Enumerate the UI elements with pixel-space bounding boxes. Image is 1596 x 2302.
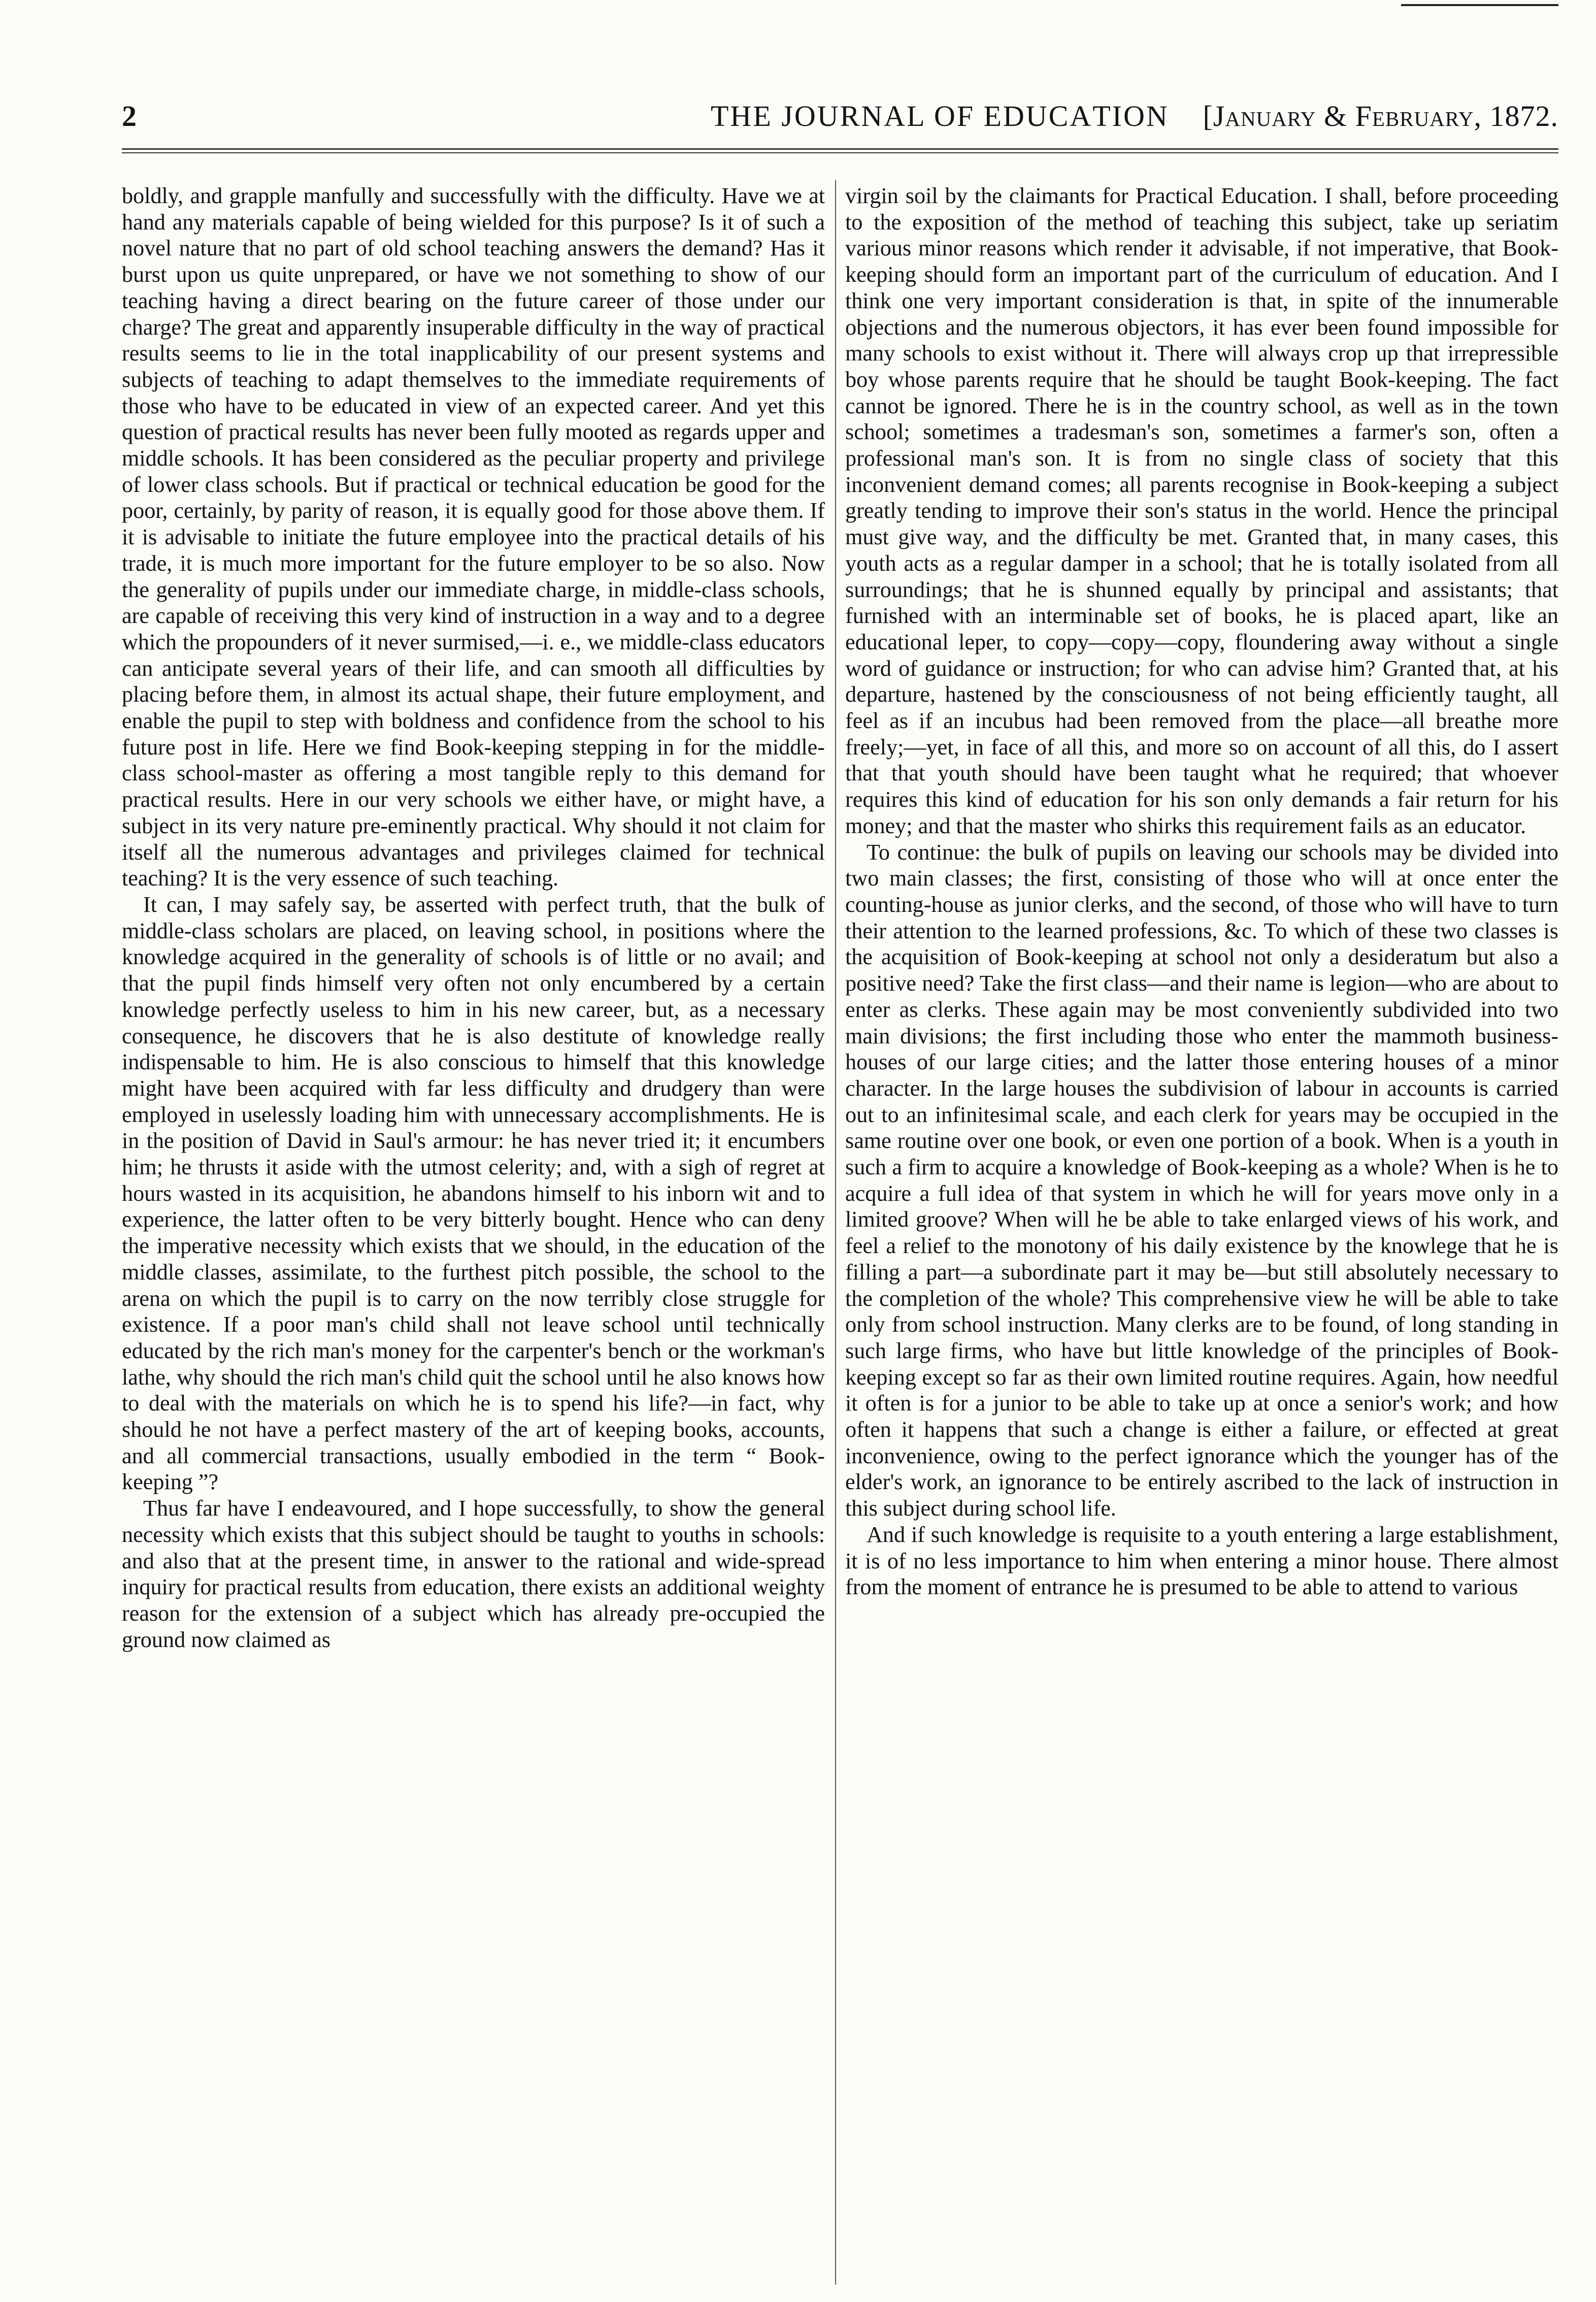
journal-title: THE JOURNAL OF EDUCAТION: [711, 100, 1169, 133]
left-column: [122, 183, 825, 2285]
paragraph: virgin soil by the claimants for Practical Education. I shall, before proceeding to the exposition of the method of teaching this subject, take up seriatim various minor reasons which render it advisable, if not imperative, that Book-keeping should form an important part of the curriculum of education. And I think one very important consideration is that, in spite of the innumerable objections and the numerous objectors, it has ever been found impossible for many schools to exist without it. There will always crop up that irrepressible boy whose parents require that he should be taught Book-keeping. The fact cannot be ignored. There he is in the country school, as well as in the town school; sometimes a tradesman's son, sometimes a farmer's son, often a professional man's son. It is from no single class of society that this inconvenient demand comes; all parents recognise in Book-keeping a subject greatly tending to improve their son's status in the world. Hence the principal must give way, and the difficulty be met. Granted that, in many cases, this youth acts as a regular damper in a school; that he is totally isolated from all surroundings; that he is shunned equally by principal and assistants; that furnished with an interminable set of books, he is placed apart, like an educational leper, to copy—copy—copy, floundering away without a single word of guidance or instruction; for who can advise him? Granted that, at his departure, hastened by the consciousness of not being efficiently taught, all feel as if an incubus had been removed from the place—all breathe more freely;—yet, in face of all this, and more so on account of all this, do I assert that that youth should have been taught what he required; that whoever requires this kind of education for his son only demands a fair return for his money; and that the master who shirks this requirement fails as an educator.: [845, 183, 1558, 838]
running-header: [122, 99, 1558, 140]
paragraph: It can, I may safely say, be asserted with perfect truth, that the bulk of middle-class scholars are placed, on leaving school, in positions where the knowledge acquired in the generality of schools is of little or no avail; and that the pupil finds himself very often not only encumbered by a certain knowledge perfectly useless to him in his new career, but, as a necessary consequence, he discovers that he is also destitute of knowledge really indispensable to him. He is also conscious to himself that this knowledge might have been acquired with far less difficulty and drudgery than were employed in uselessly loading him with unnecessary accomplishments. He is in the position of David in Saul's armour: he has never tried it; it encumbers him; he thrusts it aside with the utmost celerity; and, with a sigh of regret at hours wasted in its acquisition, he abandons himself to his inborn wit and to experience, the latter often to be very bitterly bought. Hence who can deny the imperative necessity which exists that we should, in the education of the middle classes, assimilate, to the furthest pitch possible, the school to the arena on which the pupil is to carry on the now terribly close struggle for existence. If a poor man's child shall not leave school until technically educated by the rich man's money for the carpenter's bench or the workman's lathe, why should the rich man's child quit the school until he also knows how to deal with the materials on which he is to spend his life?—in fact, why should he not have a perfect mastery of the art of keeping books, accounts, and all commercial transactions, usually embodied in the term “ Book-keeping ”?: [122, 892, 825, 1495]
issue-date: [January & February, 1872.: [1203, 100, 1558, 133]
column-divider: [835, 180, 836, 2285]
paragraph: Thus far have I endeavoured, and I hope successfully, to show the general necessity which exists that this subject should be taught to youths in schools: and also that at the present time, in answer to the rational and wide-spread inquiry for practical results from education, there exists an additional weighty reason for the extension of a subject which has already pre-occupied the ground now claimed as: [122, 1496, 825, 1652]
top-edge-rule: [1401, 4, 1558, 6]
paragraph: And if such knowledge is requisite to a youth entering a large establishment, it is of no less importance to him when entering a minor house. There almost from the moment of entrance he is presumed to be able to attend to various: [845, 1522, 1558, 1600]
paragraph: boldly, and grapple manfully and successfully with the difficulty. Have we at hand any materials capable of being wielded for this purpose? Is it of such a novel nature that no part of old school teaching answers the demand? Has it burst upon us quite unprepared, or have we not something to show of our teaching having a direct bearing on the future career of those under our charge? The great and apparently insuperable difficulty in the way of practical results seems to lie in the total inapplicability of our present systems and subjects of teaching to adapt themselves to the immediate requirements of those who have to be educated in view of an expected career. And yet this question of practical results has never been fully mooted as regards upper and middle schools. It has been considered as the peculiar property and privilege of lower class schools. But if practical or technical education be good for the poor, certainly, by parity of reason, it is equally good for those above them. If it is advisable to initiate the future employee into the practical details of his trade, it is much more important for the future employer to be so also. Now the generality of pupils under our immediate charge, in middle-class schools, are capable of receiving this very kind of instruction in a way and to a degree which the propounders of it never surmised,—i. e., we middle-class educators can anticipate several years of their life, and can smooth all difficulties by placing before them, in almost its actual shape, their future employment, and enable the pupil to step with boldness and confidence from the school to his future post in life. Here we find Book-keeping stepping in for the middle-class school-master as offering a most tangible reply to this demand for practical results. Here in our very schools we either have, or might have, a subject in its very nature pre-eminently practical. Why should it not claim for itself all the numerous advantages and privileges claimed for technical teaching? It is the very essence of such teaching.: [122, 183, 825, 891]
header-rule: [122, 148, 1558, 150]
page-number: 2: [122, 100, 137, 133]
right-column: [845, 183, 1558, 2285]
paragraph: To continue: the bulk of pupils on leaving our schools may be divided into two main classes; the first, consisting of those who will at once enter the counting-house as junior clerks, and the second, of those who will have to turn their attention to the learned professions, &c. To which of these two classes is the acquisition of Book-keeping at school not only a desideratum but also a positive need? Take the first class—and their name is legion—who are about to enter as clerks. These again may be most conveniently subdivided into two main divisions; the first including those who enter the mammoth business-houses of our large cities; and the latter those entering houses of a minor character. In the large houses the subdivision of labour in accounts is carried out to an infinitesimal scale, and each clerk for years may be occupied in the same routine over one book, or even one portion of a book. When is a youth in such a firm to acquire a knowledge of Book-keeping as a whole? When is he to acquire a full idea of that system in which he will for years move only in a limited groove? When will he be able to take enlarged views of his work, and feel a relief to the monotony of his daily existence by the knowlege that he is filling a part—a subordinate part it may be—but still absolutely necessary to the completion of the whole? This comprehensive view he will be able to take only from school instruction. Many clerks are to be found, of long standing in such large firms, who have but little knowledge of the principles of Book-keeping except so far as their own limited routine requires. Again, how needful it often is for a junior to be able to take up at once a senior's work; and how often it happens that such a change is either a failure, or effected at great inconvenience, owing to the perfect ignorance which the younger has of the elder's work, an ignorance to be entirely ascribed to the lack of instruction in this subject during school life.: [845, 839, 1558, 1521]
header-rule-double: [122, 152, 1558, 153]
